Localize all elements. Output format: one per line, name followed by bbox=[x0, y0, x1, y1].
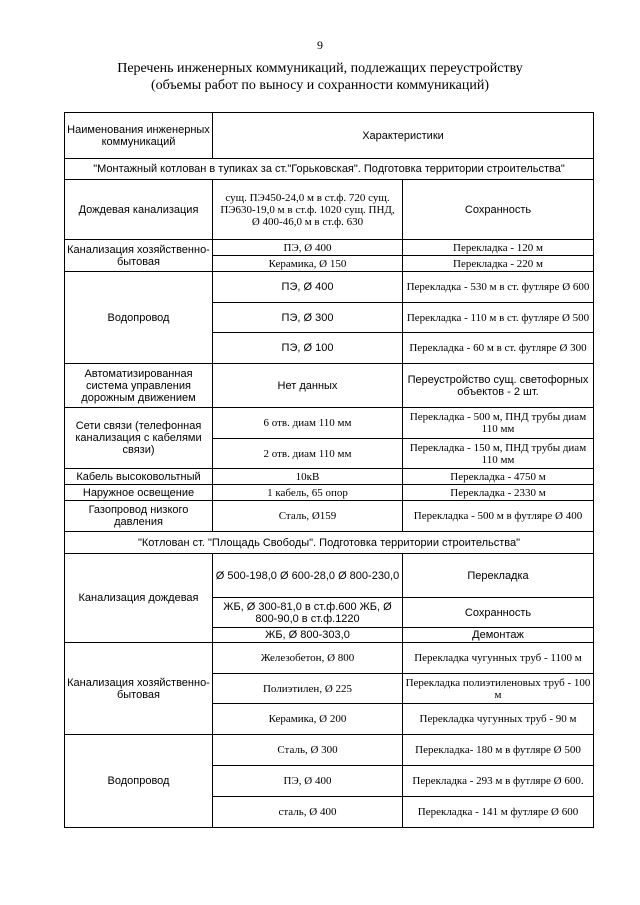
utility-action: Перекладка bbox=[403, 554, 594, 598]
utility-name: Автоматизированная система управления дорожным движением bbox=[65, 364, 213, 408]
utility-spec: Сталь, Ø159 bbox=[213, 501, 403, 532]
table-row bbox=[65, 364, 594, 408]
utility-action: Перекладка - 4750 м bbox=[403, 469, 594, 485]
table-row bbox=[65, 643, 594, 674]
utility-name: Водопровод bbox=[65, 272, 213, 364]
utilities-table bbox=[64, 112, 594, 828]
utility-spec: ПЭ, Ø 300 bbox=[213, 303, 403, 333]
utility-action: Переустройство сущ. светофорных объектов - 2 шт. bbox=[403, 364, 594, 408]
utility-action: Перекладка чугунных труб - 90 м bbox=[403, 704, 594, 735]
utility-spec: ПЭ, Ø 400 bbox=[213, 766, 403, 797]
utility-action: Перекладка - 110 м в ст. футляре Ø 500 bbox=[403, 303, 594, 333]
utility-action: Перекладка - 60 м в ст. футляре Ø 300 bbox=[403, 333, 594, 364]
utility-action: Перекладка - 120 м bbox=[403, 240, 594, 256]
utility-action: Перекладка - 500 м в футляре Ø 400 bbox=[403, 501, 594, 532]
utility-spec: Керамика, Ø 200 bbox=[213, 704, 403, 735]
utility-spec: 10кВ bbox=[213, 469, 403, 485]
table-row bbox=[65, 501, 594, 532]
utility-spec: ПЭ, Ø 400 bbox=[213, 272, 403, 303]
utility-action: Перекладка - 500 м, ПНД трубы диам 110 мм bbox=[403, 408, 594, 439]
utility-spec: Железобетон, Ø 800 bbox=[213, 643, 403, 674]
utility-spec: ПЭ, Ø 400 bbox=[213, 240, 403, 256]
table-row bbox=[65, 408, 594, 439]
utility-spec: Ø 500-198,0 Ø 600-28,0 Ø 800-230,0 bbox=[213, 554, 403, 598]
document-title bbox=[0, 60, 640, 94]
utility-action: Перекладка - 293 м в футляре Ø 600. bbox=[403, 766, 594, 797]
utility-spec: Керамика, Ø 150 bbox=[213, 256, 403, 272]
utility-name: Канализация дождевая bbox=[65, 554, 213, 643]
page-number: 9 bbox=[317, 38, 323, 52]
utility-name: Кабель высоковольтный bbox=[65, 469, 213, 485]
utility-action: Перекладка чугунных труб - 1100 м bbox=[403, 643, 594, 674]
utility-action: Перекладка - 150 м, ПНД трубы диам 110 мм bbox=[403, 439, 594, 469]
utility-name: Дождевая канализация bbox=[65, 180, 213, 240]
utility-spec: сущ. ПЭ450-24,0 м в ст.ф. 720 сущ. ПЭ630-19,0 м в ст.ф. 1020 сущ. ПНД, Ø 400-46,0 м в ст.ф. 630 bbox=[213, 180, 403, 240]
table-row bbox=[65, 240, 594, 256]
table-row bbox=[65, 180, 594, 240]
header-name-cell: Наименования инженерных коммуникаций bbox=[65, 113, 213, 159]
utility-spec: Сталь, Ø 300 bbox=[213, 735, 403, 766]
utility-spec: Полиэтилен, Ø 225 bbox=[213, 674, 403, 704]
table-header-row bbox=[65, 113, 594, 159]
table-row bbox=[65, 735, 594, 766]
section-title-row bbox=[65, 532, 594, 554]
utility-name: Сети связи (телефонная канализация с кабелями связи) bbox=[65, 408, 213, 469]
utility-action: Сохранность bbox=[403, 598, 594, 628]
header-characteristics-cell: Характеристики bbox=[213, 113, 594, 159]
utility-spec: сталь, Ø 400 bbox=[213, 797, 403, 828]
utility-name: Канализация хозяйственно-бытовая bbox=[65, 643, 213, 735]
title-line-1: Перечень инженерных коммуникаций, подлежащих переустройству bbox=[117, 61, 523, 76]
table-row bbox=[65, 469, 594, 485]
utility-spec: 6 отв. диам 110 мм bbox=[213, 408, 403, 439]
utility-name: Водопровод bbox=[65, 735, 213, 828]
utility-action: Демонтаж bbox=[403, 628, 594, 643]
utility-name: Газопровод низкого давления bbox=[65, 501, 213, 532]
utility-action: Перекладка - 530 м в ст. футляре Ø 600 bbox=[403, 272, 594, 303]
utility-spec: Нет данных bbox=[213, 364, 403, 408]
utility-spec: ЖБ, Ø 800-303,0 bbox=[213, 628, 403, 643]
utility-action: Перекладка - 141 м футляре Ø 600 bbox=[403, 797, 594, 828]
utility-action: Перекладка- 180 м в футляре Ø 500 bbox=[403, 735, 594, 766]
section-1-title: "Монтажный котлован в тупиках за ст."Горьковская". Подготовка территории строительства" bbox=[65, 159, 594, 180]
table-row bbox=[65, 272, 594, 303]
utility-name: Канализация хозяйственно-бытовая bbox=[65, 240, 213, 272]
section-2-title: "Котлован ст. "Площадь Свободы". Подготовка территории строительства" bbox=[65, 532, 594, 554]
title-line-2: (объемы работ по выносу и сохранности коммуникаций) bbox=[150, 78, 489, 93]
utility-spec: ПЭ, Ø 100 bbox=[213, 333, 403, 364]
utility-spec: 1 кабель, 65 опор bbox=[213, 485, 403, 501]
section-title-row bbox=[65, 159, 594, 180]
utility-action: Перекладка - 220 м bbox=[403, 256, 594, 272]
utility-action: Перекладка полиэтиленовых труб - 100 м bbox=[403, 674, 594, 704]
utility-action: Перекладка - 2330 м bbox=[403, 485, 594, 501]
utility-name: Наружное освещение bbox=[65, 485, 213, 501]
utility-action: Сохранность bbox=[403, 180, 594, 240]
table-row bbox=[65, 554, 594, 598]
utility-spec: 2 отв. диам 110 мм bbox=[213, 439, 403, 469]
utility-spec: ЖБ, Ø 300-81,0 в ст.ф.600 ЖБ, Ø 800-90,0 в ст.ф.1220 bbox=[213, 598, 403, 628]
table-row bbox=[65, 485, 594, 501]
